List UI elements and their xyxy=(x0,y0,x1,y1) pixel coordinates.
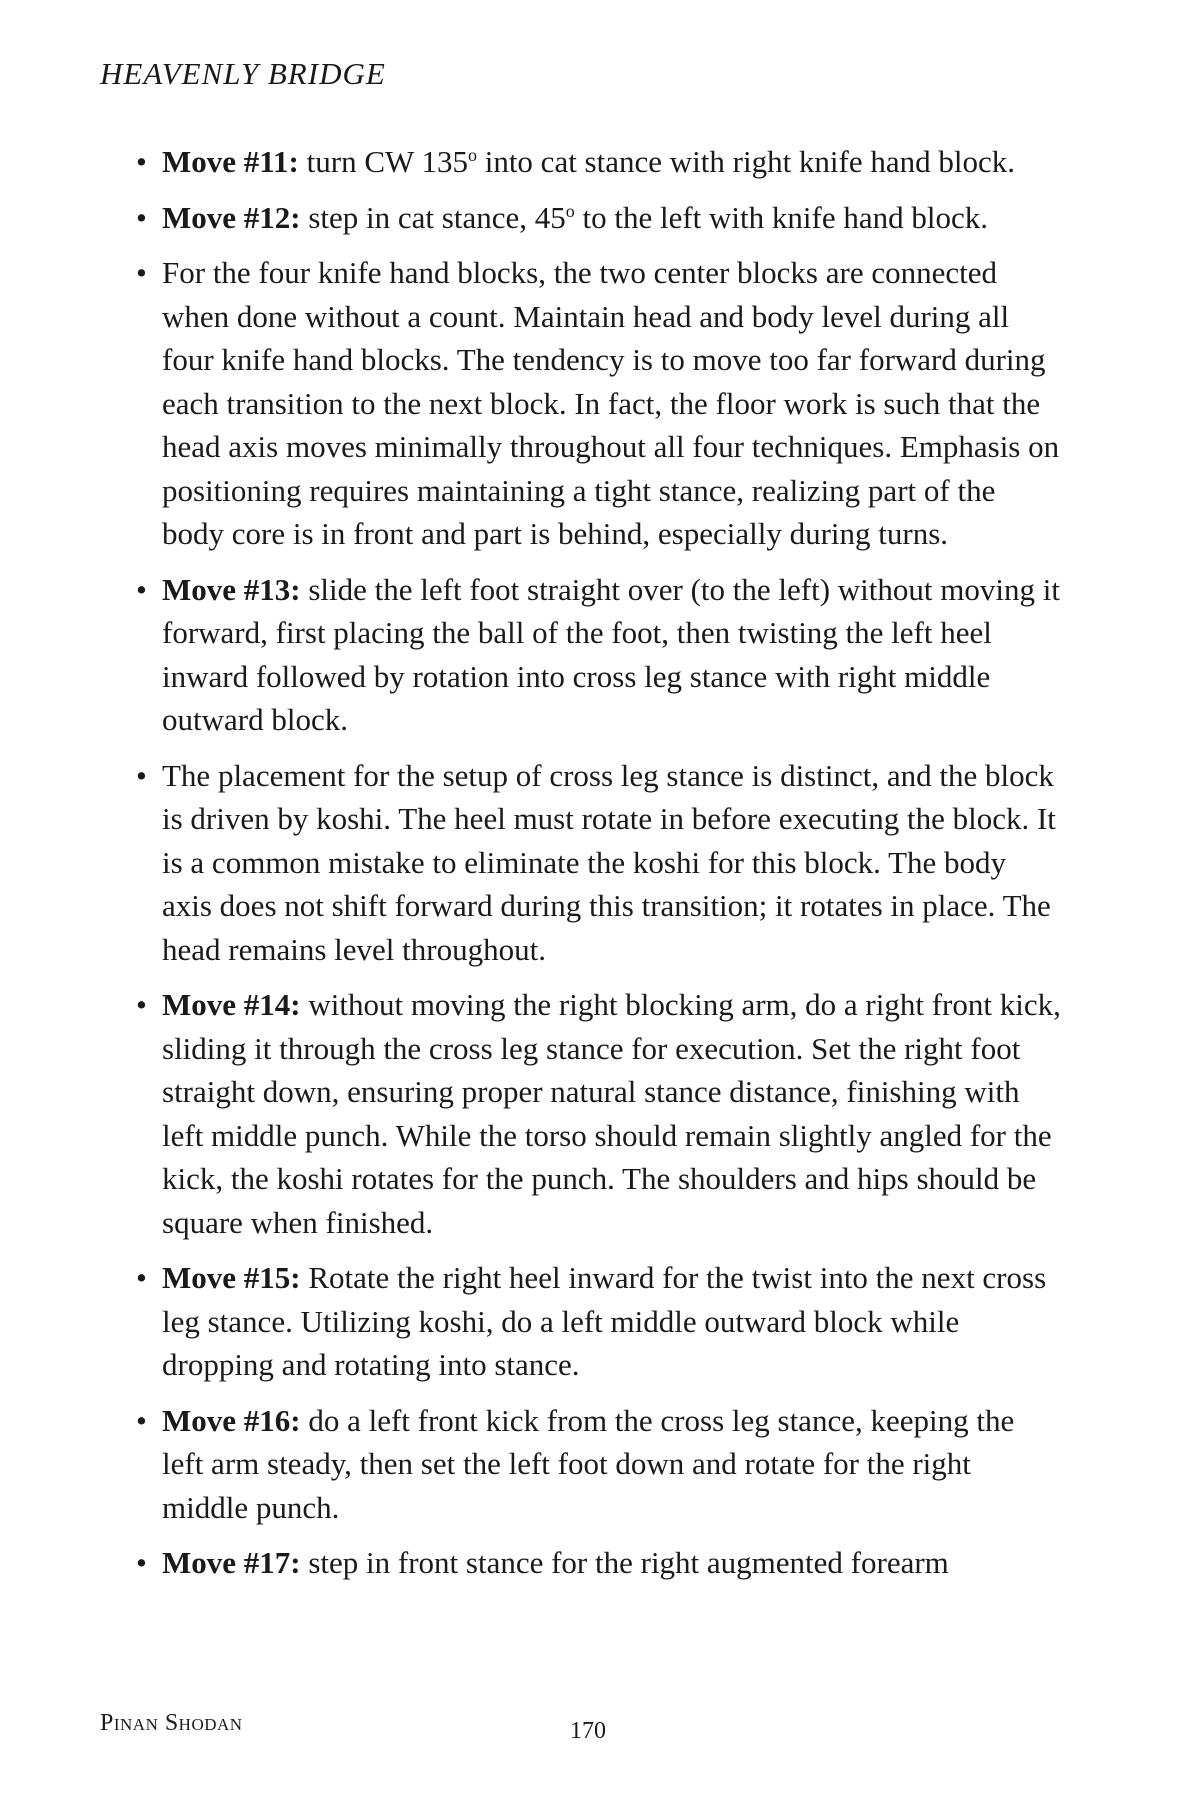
bullet-icon: • xyxy=(136,199,147,235)
move-label: Move #13: xyxy=(162,571,301,607)
bullet-icon: • xyxy=(136,144,147,179)
list-item-cross-leg-notes xyxy=(136,754,1062,972)
move-label: Move #11: xyxy=(162,144,299,179)
footer-book-title: Pinan Shodan xyxy=(100,1710,243,1736)
bullet-icon: • xyxy=(136,571,147,607)
list-item-knife-hand-notes xyxy=(136,251,1062,556)
bullet-icon: • xyxy=(136,1402,147,1438)
item-text: into cat stance with right knife hand block. xyxy=(476,144,1016,179)
running-head: HEAVENLY BRIDGE xyxy=(100,56,386,91)
item-text: step in front stance for the right augmented forearm xyxy=(300,1545,949,1580)
bullet-icon: • xyxy=(136,255,147,290)
item-text: slide the left foot straight over (to the left) without moving it forward, first placing the ball of the foot, then twisting the left heel inward followed by rotation into cross leg stance with right middle outward block. xyxy=(162,571,1060,737)
item-text: to the left with knife hand block. xyxy=(574,199,988,235)
item-text: The placement for the setup of cross leg stance is distinct, and the block is driven by koshi. The heel must rotate in before executing the block. It is a common mistake to eliminate the koshi for this block. The body axis does not shift forward during this transition; it rotates in place. The head remains level throughout. xyxy=(162,757,1056,967)
move-label: Move #15: xyxy=(162,1260,301,1295)
list-item-move-13 xyxy=(136,568,1062,742)
move-label: Move #14: xyxy=(162,987,301,1022)
item-text: without moving the right blocking arm, do a right front kick, sliding it through the cross leg stance for execution. Set the right foot straight down, ensuring proper natural stance distance, finishing with left middle punch. While the torso should remain slightly angled for the kick, the koshi rotates for the punch. The shoulders and hips should be square when finished. xyxy=(162,987,1061,1240)
move-label: Move #16: xyxy=(162,1402,301,1438)
item-text: For the four knife hand blocks, the two center blocks are connected when done without a count. Maintain head and body level during all four knife hand blocks. The tendency is to move too far forward during each transition to the next block. In fact, the floor work is such that the head axis moves minimally throughout all four techniques. Emphasis on positioning requires maintaining a tight stance, realizing part of the body core is in front and part is behind, especially during turns. xyxy=(162,255,1060,551)
move-label: Move #12: xyxy=(162,199,301,235)
page-number: 170 xyxy=(570,1718,606,1744)
list-item-move-15 xyxy=(136,1256,1062,1387)
degree-mark: o xyxy=(565,200,575,221)
list-item-move-14 xyxy=(136,983,1062,1244)
list-item-move-17 xyxy=(136,1541,1062,1585)
list-item-move-11 xyxy=(136,140,1062,184)
item-text: step in cat stance, 45 xyxy=(300,199,566,235)
degree-mark: o xyxy=(467,145,477,165)
move-label: Move #17: xyxy=(162,1545,301,1580)
item-text: do a left front kick from the cross leg stance, keeping the left arm steady, then set the left foot down and rotate for the right middle punch. xyxy=(162,1402,1015,1525)
list-item-move-12 xyxy=(136,196,1062,240)
bullet-icon: • xyxy=(136,1260,147,1295)
bullet-icon: • xyxy=(136,987,147,1022)
bullet-icon: • xyxy=(136,757,147,793)
item-text: Rotate the right heel inward for the twist into the next cross leg stance. Utilizing koshi, do a left middle outward block while dropping and rotating into stance. xyxy=(162,1260,1047,1382)
move-list xyxy=(0,140,1200,1597)
list-item-move-16 xyxy=(136,1399,1062,1530)
bullet-icon: • xyxy=(136,1545,147,1580)
item-text: turn CW 135 xyxy=(298,144,468,179)
